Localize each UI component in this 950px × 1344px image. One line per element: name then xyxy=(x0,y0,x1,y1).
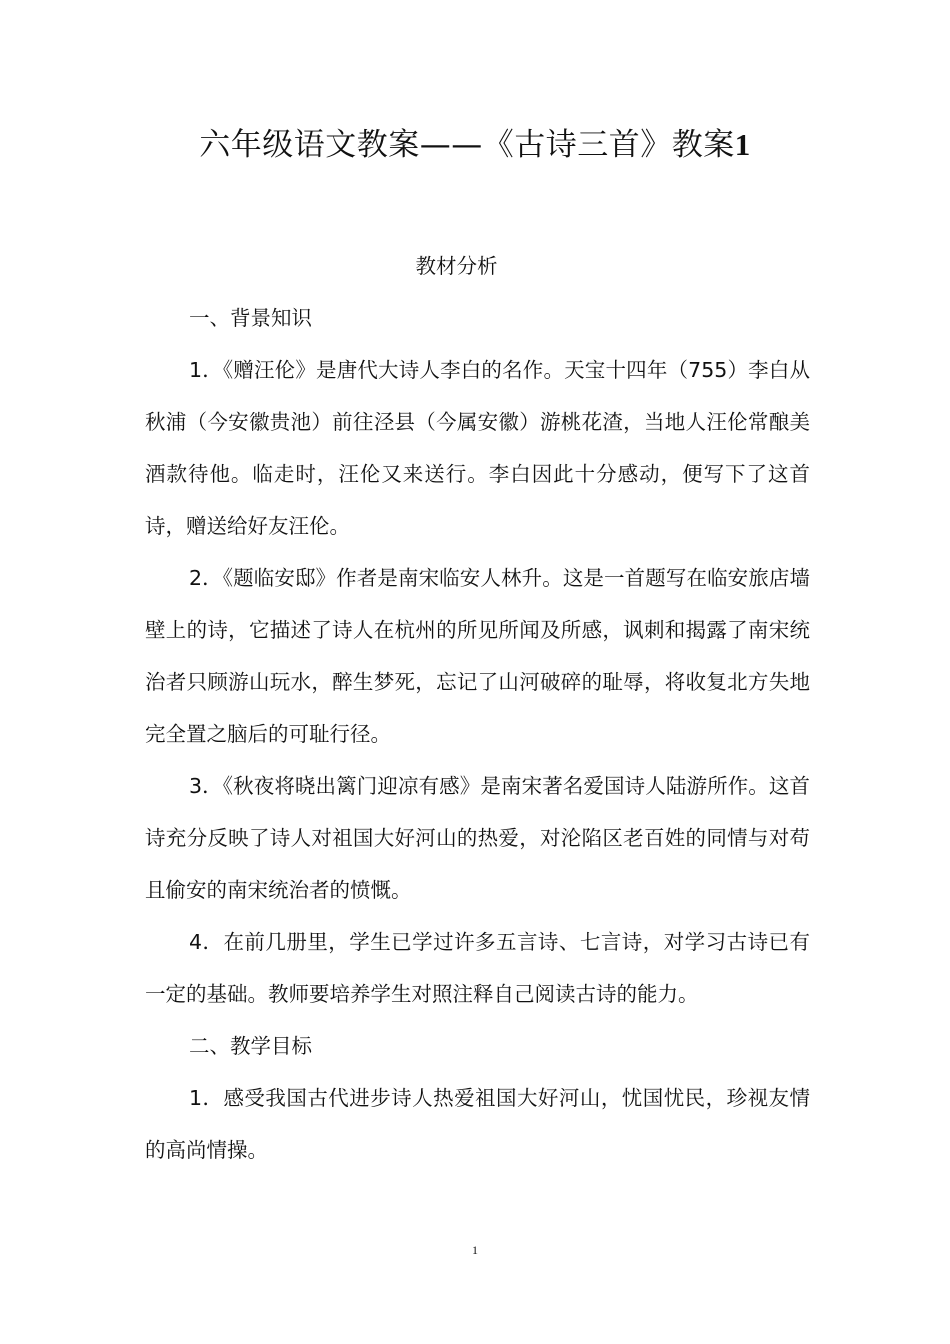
section-heading: 一、背景知识 xyxy=(189,306,312,330)
section-heading: 二、教学目标 xyxy=(189,1034,312,1058)
paragraph: 4．在前几册里，学生已学过许多五言诗、七言诗，对学习古诗已有一定的基础。教师要培养学生对照注释自己阅读古诗的能力。 xyxy=(145,930,810,1006)
title-text: 六年级语文教案——《古诗三首》教案 xyxy=(199,127,735,163)
paragraph: 1．感受我国古代进步诗人热爱祖国大好河山，忧国忧民，珍视友情的高尚情操。 xyxy=(145,1086,810,1162)
document-title xyxy=(0,122,950,168)
paragraph: 2．《题临安邸》作者是南宋临安人林升。这是一首题写在临安旅店墙壁上的诗，它描述了诗人在杭州的所见所闻及所感，讽刺和揭露了南宋统治者只顾游山玩水，醉生梦死，忘记了山河破碎的耻辱，将收复北方失地完全置之脑后的可耻行径。 xyxy=(145,566,810,746)
paragraph: 1．《赠汪伦》是唐代大诗人李白的名作。天宝十四年（755）李白从秋浦（今安徽贵池）前往泾县（今属安徽）游桃花渣，当地人汪伦常酿美酒款待他。临走时，汪伦又来送行。李白因此十分感动，便写下了这首诗，赠送给好友汪伦。 xyxy=(145,358,810,538)
subtitle: 教材分析 xyxy=(415,254,498,278)
document-body xyxy=(145,240,810,1176)
page-number: 1 xyxy=(472,1243,478,1257)
paragraph: 3．《秋夜将晓出篱门迎凉有感》是南宋著名爱国诗人陆游所作。这首诗充分反映了诗人对祖国大好河山的热爱，对沦陷区老百姓的同情与对苟且偷安的南宋统治者的愤慨。 xyxy=(145,774,810,902)
title-number: 1 xyxy=(734,127,751,162)
